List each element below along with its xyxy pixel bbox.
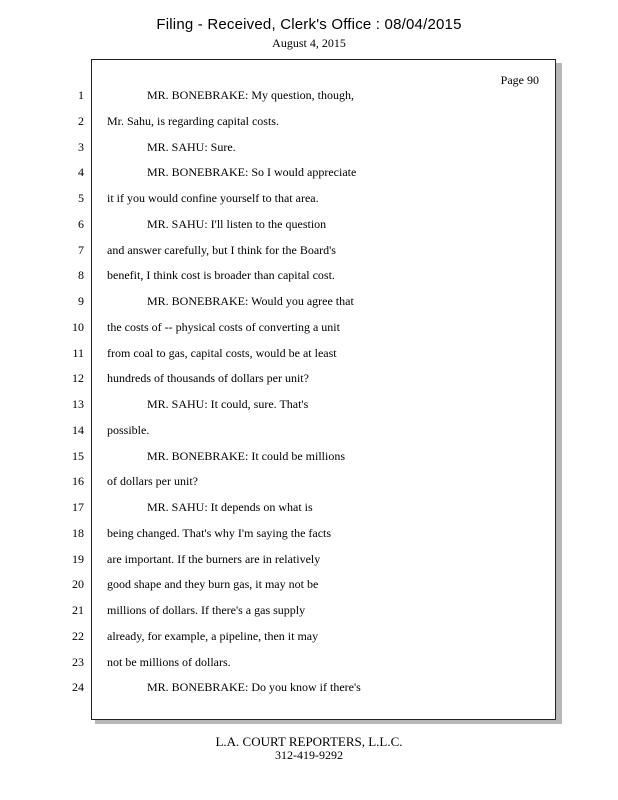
- transcript-line: already, for example, a pipeline, then it may: [107, 629, 319, 643]
- transcript-line: MR. SAHU: I'll listen to the question: [147, 217, 327, 231]
- reporter-phone: 312-419-9292: [275, 748, 343, 762]
- transcript-line: hundreds of thousands of dollars per unit?: [107, 371, 309, 385]
- line-number: 18: [72, 526, 84, 540]
- transcript-line: millions of dollars. If there's a gas supply: [107, 603, 306, 617]
- transcript-line: MR. BONEBRAKE: Would you agree that: [147, 294, 354, 308]
- line-number: 4: [78, 165, 84, 179]
- line-number: 21: [72, 603, 84, 617]
- page-number: Page 90: [500, 73, 539, 87]
- line-number: 8: [78, 268, 84, 282]
- line-number: 22: [72, 629, 84, 643]
- transcript-line: MR. SAHU: Sure.: [147, 140, 236, 154]
- line-number: 3: [78, 140, 84, 154]
- transcript-page: [91, 59, 556, 720]
- line-number: 9: [78, 294, 84, 308]
- line-number: 5: [78, 191, 84, 205]
- line-number: 1: [78, 88, 84, 102]
- transcript-line: good shape and they burn gas, it may not be: [107, 577, 319, 591]
- transcript-line: it if you would confine yourself to that area.: [107, 191, 319, 205]
- stamp-date: August 4, 2015: [272, 36, 346, 50]
- transcript-line: MR. BONEBRAKE: It could be millions: [147, 449, 345, 463]
- line-number: 2: [78, 114, 84, 128]
- line-number: 24: [72, 680, 84, 694]
- filing-stamp: Filing - Received, Clerk's Office : 08/04/2015: [156, 16, 462, 33]
- transcript-line: being changed. That's why I'm saying the facts: [107, 526, 332, 540]
- line-number: 17: [72, 500, 84, 514]
- transcript-line: possible.: [107, 423, 150, 437]
- reporter-company: L.A. COURT REPORTERS, L.L.C.: [215, 734, 403, 749]
- line-number: 10: [72, 320, 84, 334]
- transcript-line: of dollars per unit?: [107, 474, 198, 488]
- transcript-line: MR. BONEBRAKE: Do you know if there's: [147, 680, 361, 694]
- line-number: 6: [78, 217, 84, 231]
- transcript-line: MR. SAHU: It could, sure. That's: [147, 397, 309, 411]
- line-number: 12: [72, 371, 84, 385]
- transcript-line: benefit, I think cost is broader than capital cost.: [107, 268, 335, 282]
- line-number: 20: [72, 577, 84, 591]
- transcript-line: MR. BONEBRAKE: So I would appreciate: [147, 165, 357, 179]
- line-number: 14: [72, 423, 84, 437]
- line-number: 11: [72, 346, 84, 360]
- line-number: 13: [72, 397, 84, 411]
- line-number: 15: [72, 449, 84, 463]
- transcript-line: from coal to gas, capital costs, would be at least: [107, 346, 337, 360]
- transcript-line: the costs of -- physical costs of converting a unit: [107, 320, 340, 334]
- transcript-line: MR. BONEBRAKE: My question, though,: [147, 88, 355, 102]
- transcript-line: not be millions of dollars.: [107, 655, 231, 669]
- transcript-line: are important. If the burners are in relatively: [107, 552, 321, 566]
- line-number: 16: [72, 474, 84, 488]
- transcript-line: and answer carefully, but I think for the Board's: [107, 243, 336, 257]
- line-number: 19: [72, 552, 84, 566]
- transcript-line: Mr. Sahu, is regarding capital costs.: [107, 114, 279, 128]
- line-number: 23: [72, 655, 84, 669]
- line-number: 7: [78, 243, 84, 257]
- transcript-line: MR. SAHU: It depends on what is: [147, 500, 313, 514]
